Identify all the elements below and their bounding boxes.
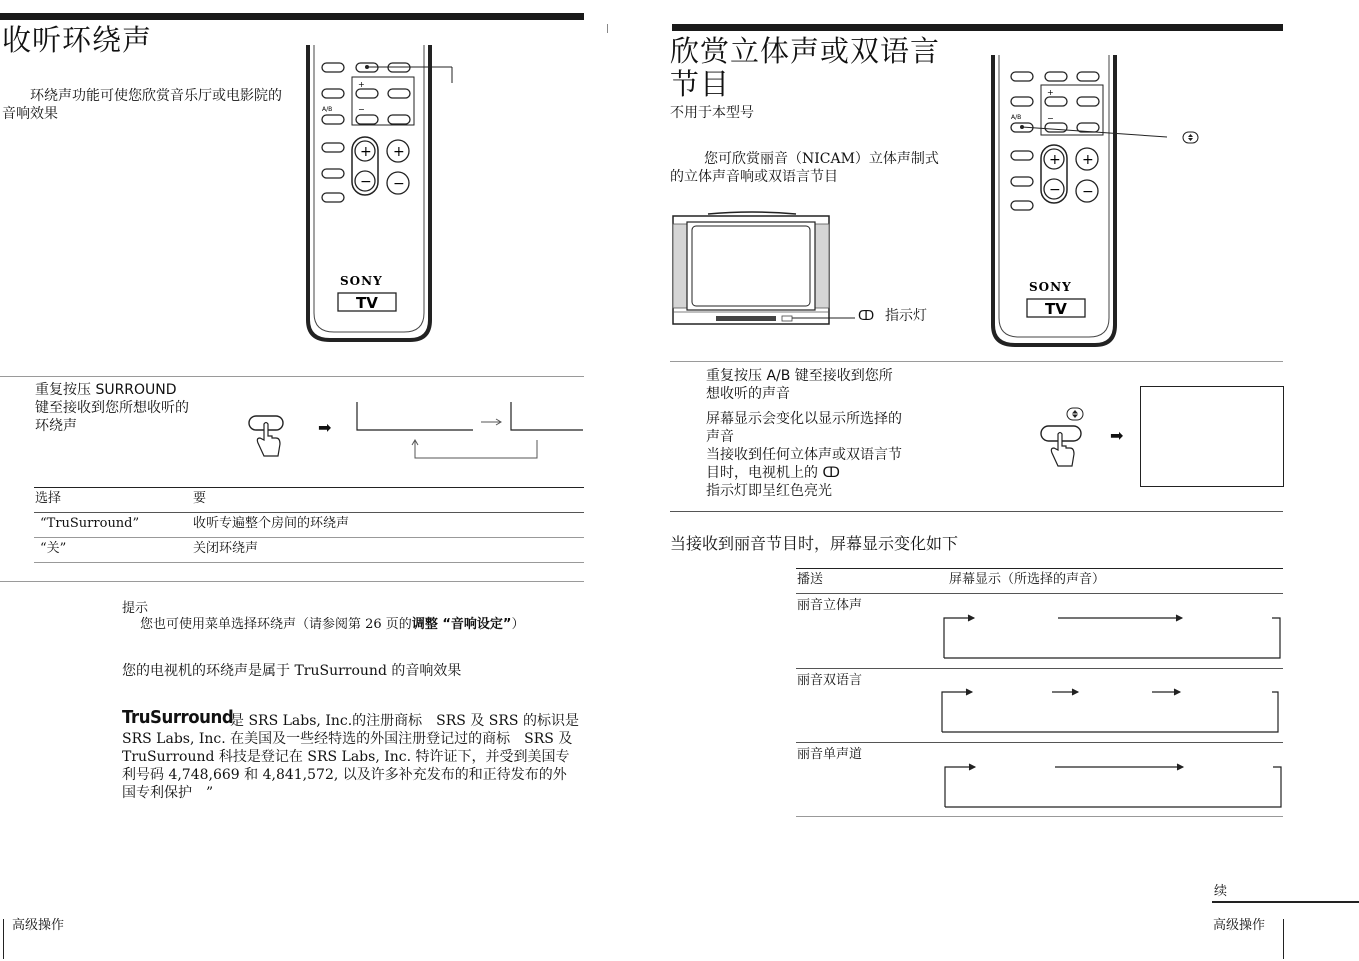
right-table-bottom-rule: [796, 816, 1283, 817]
stereo-cycle-diagram: [940, 610, 1285, 662]
arrow-right-icon: ➡: [1110, 426, 1124, 445]
left-table-top-rule: [34, 487, 584, 488]
right-intro: 您可欣赏丽音（NICAM）立体声制式的立体声音响或双语言节目: [670, 151, 939, 185]
right-step-title: 重复按压 A/B 键至接收到您所想收听的声音: [706, 368, 893, 402]
svg-text:+: +: [360, 144, 372, 160]
right-table-header-2: 屏幕显示（所选择的声音）: [949, 572, 1106, 587]
right-table-row1: 丽音立体声: [797, 598, 863, 613]
tip-title: 提示: [122, 601, 149, 616]
right-table-divider: [796, 742, 1283, 743]
left-table-divider: [34, 537, 584, 538]
ab-symbol-icon: [1182, 131, 1200, 145]
right-table-divider: [796, 593, 1283, 594]
surround-button-press-icon: [244, 410, 294, 462]
mono-cycle-diagram: [941, 759, 1286, 811]
svg-text:−: −: [393, 176, 405, 192]
model-note: 不用于本型号: [670, 105, 754, 121]
bilingual-cycle-diagram: [938, 684, 1283, 736]
right-page-title-line1: 欣赏立体声或双语言: [670, 34, 941, 68]
right-step-desc: 屏幕显示会变化以显示所选择的声音 当接收到任何立体声或双语言节目时，电视机上的 ↀ 指示灯即呈红色亮光: [706, 411, 902, 499]
svg-text:+: +: [1047, 88, 1054, 97]
left-edge-mark: [607, 24, 608, 33]
left-table-header-1: 选择: [35, 491, 62, 506]
left-remote-tv: TV: [356, 294, 378, 312]
svg-text:+: +: [358, 80, 365, 89]
left-table-row2-col1: “关”: [40, 541, 67, 556]
svg-text:A/B: A/B: [322, 106, 333, 113]
stereo-indicator-icon: ↀ: [858, 309, 875, 324]
left-table-divider: [34, 512, 584, 513]
svg-text:−: −: [1049, 182, 1061, 198]
continued-label: 续: [1214, 884, 1228, 899]
ab-button-label: A/B: [1011, 114, 1022, 121]
right-table-header-1: 播送: [797, 572, 824, 587]
left-top-rule: [0, 13, 584, 20]
svg-text:+: +: [1082, 152, 1094, 168]
right-table-row3: 丽音单声道: [797, 747, 863, 762]
svg-text:−: −: [360, 174, 372, 190]
arrow-right-icon: ➡: [318, 418, 332, 437]
left-step-top-rule: [0, 376, 584, 377]
left-page-title: 收听环绕声: [2, 23, 153, 57]
tv-illustration: [672, 210, 837, 328]
tip-text: 您也可使用菜单选择环绕声（请参阅第 26 页的调整 “音响设定”）: [140, 617, 525, 632]
screen-display-box: [1140, 386, 1284, 487]
legal-text: 是 SRS Labs, Inc.的注册商标 SRS 及 SRS 的标识是 SRS Labs, Inc. 在美国及一些经特选的外国注册登记过的商标 SRS 及 TruSurround 科技是登记在 SRS Labs, Inc. 特许证下，并受到美国专利号码 4,748,669 和 4,841,572, 以及许多补充发布的和正待发布的外国专利保护 ”: [122, 713, 579, 801]
svg-text:+: +: [393, 144, 405, 160]
left-table-header-2: 要: [193, 491, 207, 506]
right-remote-illustration: [985, 55, 1125, 355]
right-top-rule: [672, 24, 1283, 31]
right-step-top-rule: [670, 361, 1283, 362]
svg-text:+: +: [1049, 152, 1061, 168]
left-remote-brand: SONY: [340, 274, 383, 288]
nicam-section-title: 当接收到丽音节目时，屏幕显示变化如下: [670, 534, 959, 553]
left-table-row1-col2: 收听专遍整个房间的环绕声: [193, 516, 350, 531]
continued-rule: [1212, 901, 1359, 903]
indicator-label: 指示灯: [885, 308, 927, 324]
right-remote-tv: TV: [1045, 300, 1067, 318]
right-table-top-rule: [796, 568, 1283, 569]
left-step-text: 重复按压 SURROUND 键至接收到您所想收听的环绕声: [35, 382, 189, 434]
left-remote-illustration: [300, 45, 440, 345]
right-remote-brand: SONY: [1029, 280, 1072, 294]
stereo-indicator-icon: ↀ: [822, 465, 840, 481]
right-step-bottom-rule: [670, 511, 1283, 512]
right-table-divider: [796, 668, 1283, 669]
svg-text:−: −: [1047, 114, 1054, 123]
surround-cycle-diagram: [355, 402, 585, 462]
right-footer-mark: [1283, 919, 1284, 959]
left-section-rule: [0, 581, 584, 582]
right-page-title-line2: 节目: [670, 67, 731, 101]
svg-text:−: −: [358, 105, 365, 114]
left-footer-section: 高级操作: [12, 918, 65, 933]
right-footer-section: 高级操作: [1213, 918, 1266, 933]
right-table-row2: 丽音双语言: [797, 673, 863, 688]
surround-note: 您的电视机的环绕声是属于 TruSurround 的音响效果: [122, 663, 462, 679]
svg-text:−: −: [1082, 184, 1094, 200]
ab-button-press-icon: [1036, 406, 1086, 470]
left-table-row2-col2: 关闭环绕声: [193, 541, 259, 556]
left-intro: 环绕声功能可使您欣赏音乐厅或电影院的音响效果: [2, 88, 282, 122]
left-table-row1-col1: “TruSurround”: [40, 516, 140, 531]
left-table-bottom-rule: [34, 562, 584, 563]
left-footer-mark: [3, 919, 4, 959]
trusurround-logo: TruSurround: [122, 707, 234, 728]
